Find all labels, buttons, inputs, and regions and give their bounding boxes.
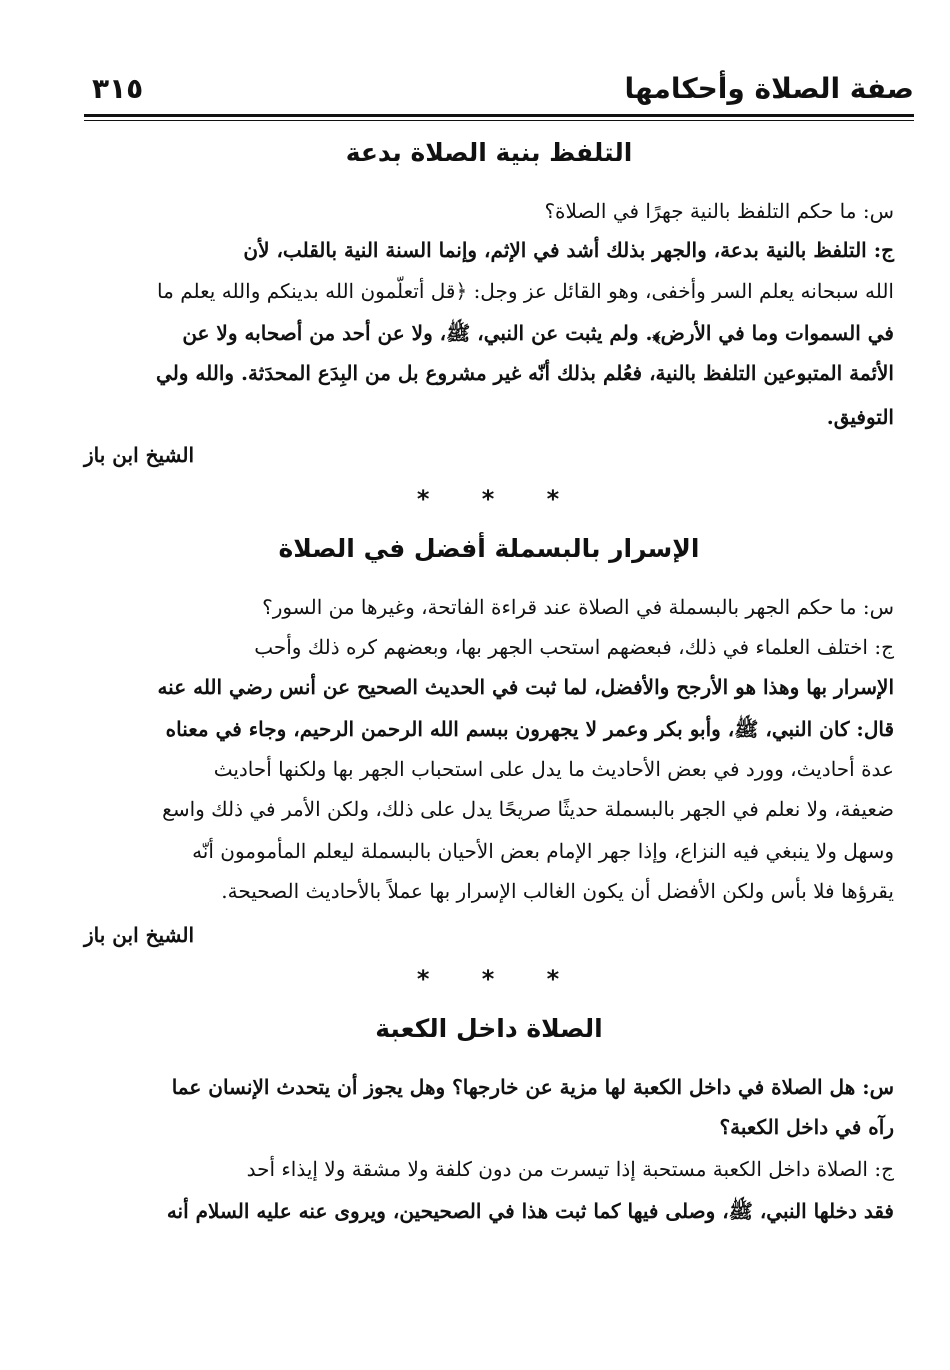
signature: الشيخ ابن باز <box>84 923 195 947</box>
section-separator: * * * <box>416 965 582 993</box>
question-text: س: ما حكم التلفظ بالنية جهرًا في الصلاة؟ <box>544 199 894 223</box>
answer-line: عدة أحاديث، وورد في بعض الأحاديث ما يدل على استحباب الجهر بها ولكنها أحاديث <box>213 757 894 781</box>
section-heading: التلفظ بنية الصلاة بدعة <box>345 138 633 167</box>
answer-line: الإسرار بها وهذا هو الأرجح والأفضل، لما ثبت في الحديث الصحيح عن أنس رضي الله عنه <box>157 675 894 699</box>
answer-line: الله سبحانه يعلم السر وأخفى، وهو القائل عز وجل: ﴿قل أتعلّمون الله بدينكم والله يعلم ما <box>157 279 894 303</box>
answer-line: في السموات وما في الأرض﴾. ولم يثبت عن النبي، ﷺ، ولا عن أحد من أصحابه ولا عن <box>182 321 894 345</box>
answer-line: ج: اختلف العلماء في ذلك، فبعضهم استحب الجهر بها، وبعضهم كره ذلك وأحب <box>254 635 894 659</box>
page-number: ٣١٥ <box>92 72 144 105</box>
question-text: رآه في داخل الكعبة؟ <box>719 1115 894 1139</box>
book-title: صفة الصلاة وأحكامها <box>624 72 914 105</box>
answer-line: ضعيفة، ولا نعلم في الجهر بالبسملة حديثًا صريحًا يدل على ذلك، ولكن الأمر في ذلك واسع <box>162 797 894 821</box>
signature: الشيخ ابن باز <box>84 443 195 467</box>
answer-line: التوفيق. <box>826 405 894 429</box>
answer-line: فقد دخلها النبي، ﷺ، وصلى فيها كما ثبت هذا في الصحيحين، ويروى عنه عليه السلام أنه <box>166 1199 894 1223</box>
answer-line: يقرؤها فلا بأس ولكن الأفضل أن يكون الغالب الإسرار بها عملاً بالأحاديث الصحيحة. <box>221 879 894 903</box>
section-separator: * * * <box>416 485 582 513</box>
section-heading: الصلاة داخل الكعبة <box>375 1014 603 1043</box>
question-text: س: هل الصلاة في داخل الكعبة لها مزية عن خارجها؟ وهل يجوز أن يتحدث الإنسان عما <box>171 1075 894 1099</box>
section-heading: الإسرار بالبسملة أفضل في الصلاة <box>278 534 700 563</box>
answer-line: ج: التلفظ بالنية بدعة، والجهر بذلك أشد في الإثم، وإنما السنة النية بالقلب، لأن <box>243 238 894 262</box>
header-rule-thin <box>84 120 914 121</box>
answer-line: الأئمة المتبوعين التلفظ بالنية، فعُلم بذلك أنّه غير مشروع بل من البِدَع المحدَثة. والله ولي <box>156 361 894 385</box>
running-header <box>84 70 914 110</box>
answer-line: وسهل ولا ينبغي فيه النزاع، وإذا جهر الإمام بعض الأحيان بالبسملة ليعلم المأمومون أنّه <box>192 839 894 863</box>
answer-line: قال: كان النبي، ﷺ، وأبو بكر وعمر لا يجهرون ببسم الله الرحمن الرحيم، وجاء في معناه <box>165 717 894 741</box>
header-rule <box>84 114 914 117</box>
question-text: س: ما حكم الجهر بالبسملة في الصلاة عند قراءة الفاتحة، وغيرها من السور؟ <box>262 595 894 619</box>
answer-line: ج: الصلاة داخل الكعبة مستحبة إذا تيسرت من دون كلفة ولا مشقة ولا إيذاء أحد <box>246 1157 894 1181</box>
